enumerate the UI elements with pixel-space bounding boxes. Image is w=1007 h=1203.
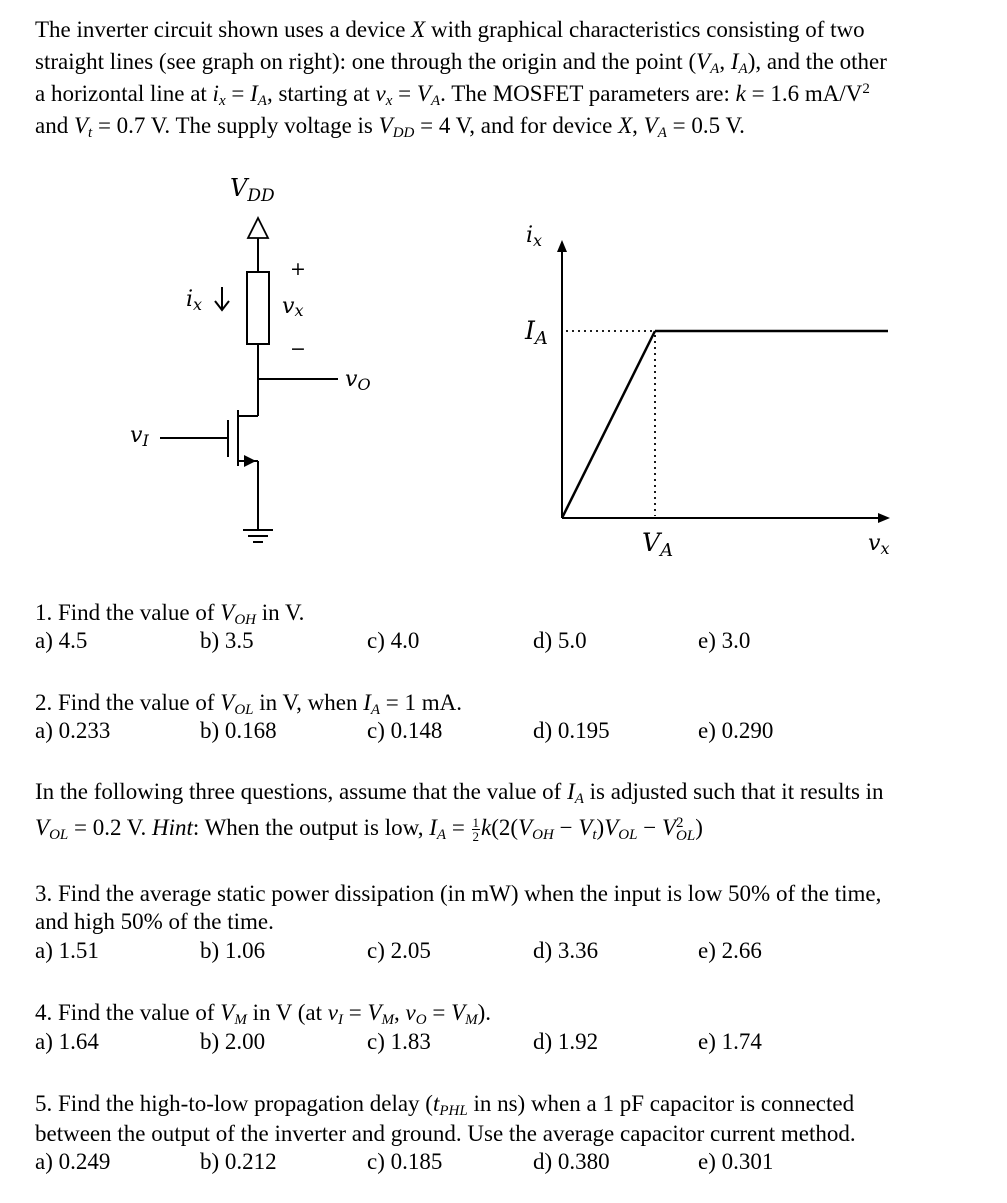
q1-option-c: c) 4.0 xyxy=(367,628,420,653)
question-text: in ns) when a 1 pF capacitor is connected xyxy=(467,1091,855,1116)
subscript: PHL xyxy=(439,1103,468,1119)
question-text: = xyxy=(342,1000,368,1025)
note-text: − xyxy=(553,815,579,840)
x-axis-arrow xyxy=(878,513,890,523)
q2-option-c: c) 0.148 xyxy=(367,718,443,743)
q3-option-d: d) 3.36 xyxy=(533,938,599,963)
q3-stem-line-2: and high 50% of the time. xyxy=(35,909,274,934)
symbol: V xyxy=(604,815,619,840)
symbol: I xyxy=(429,815,437,840)
subscript: M xyxy=(465,1012,478,1028)
q2-option-b: b) 0.168 xyxy=(200,718,277,743)
symbol: V xyxy=(220,1000,235,1025)
question-text: 1. Find the value of xyxy=(35,600,221,625)
symbol: v xyxy=(405,1000,416,1025)
intro-text: = 4 V, and for device xyxy=(414,113,619,138)
intro-text: = xyxy=(392,81,417,106)
question-text: = 1 mA. xyxy=(380,690,463,715)
question-text: , xyxy=(394,1000,406,1025)
subscript: M xyxy=(381,1012,395,1028)
note-text: ) xyxy=(695,815,703,840)
q3-option-c: c) 2.05 xyxy=(367,938,431,963)
question-text: in V (at xyxy=(246,1000,328,1025)
q4-option-a: a) 1.64 xyxy=(35,1029,99,1054)
q3-option-b: b) 1.06 xyxy=(200,938,266,963)
q4-option-b: b) 2.00 xyxy=(200,1029,266,1054)
subscript: I xyxy=(337,1012,343,1028)
subscript: A xyxy=(738,61,748,77)
q4-option-d: d) 1.92 xyxy=(533,1029,599,1054)
symbol: V xyxy=(643,113,658,138)
symbol: V xyxy=(451,1000,466,1025)
plus-sign: + xyxy=(290,258,306,280)
intro-text: with graphical characteristics consisting of two xyxy=(425,17,865,42)
vdd-label: $V_{DD}$ xyxy=(230,174,275,206)
symbol: I xyxy=(730,49,739,74)
intro-text: , starting at xyxy=(266,81,376,106)
q4-option-c: c) 1.83 xyxy=(367,1029,431,1054)
q2-option-e: e) 0.290 xyxy=(698,718,774,743)
symbol: I xyxy=(250,81,258,106)
superscript: 2 xyxy=(862,81,870,97)
subscript: O xyxy=(415,1012,427,1028)
question-text: in V. xyxy=(255,600,305,625)
hint-label: Hint xyxy=(151,815,193,840)
symbol: V xyxy=(35,815,50,840)
device-characteristic-graph xyxy=(500,210,920,570)
intro-text: = xyxy=(225,81,251,106)
question-text: 2. Find the value of xyxy=(35,690,221,715)
symbol: V xyxy=(578,815,593,840)
q1-option-e: e) 3.0 xyxy=(698,628,751,653)
subscript: M xyxy=(234,1012,247,1028)
question-text: ). xyxy=(477,1000,492,1025)
symbol: k xyxy=(481,815,492,840)
intro-text: . The MOSFET parameters are: xyxy=(440,81,736,106)
q5-option-e: e) 0.301 xyxy=(698,1149,774,1174)
symbol: k xyxy=(735,81,746,106)
q2-option-a: a) 0.233 xyxy=(35,718,111,743)
note-text: is adjusted such that it results in xyxy=(583,779,884,804)
symbol: X xyxy=(618,113,633,138)
subscript: OH xyxy=(532,827,554,843)
q1-stem xyxy=(35,597,304,629)
subscript: A xyxy=(436,827,447,843)
symbol: i xyxy=(212,81,219,106)
note-text: = 0.2 V. xyxy=(68,815,152,840)
q1-option-a: a) 4.5 xyxy=(35,628,88,653)
fraction-numerator: 1 xyxy=(472,815,480,831)
q2-stem xyxy=(35,687,462,719)
intro-line-3 xyxy=(35,78,870,110)
symbol: V xyxy=(416,81,431,106)
va-label: $V_A$ xyxy=(642,528,674,561)
subscript: t xyxy=(88,125,93,141)
intro-line-4 xyxy=(35,110,745,142)
subscript: OL xyxy=(618,827,638,843)
question-text: in V, when xyxy=(253,690,364,715)
intro-text: straight lines (see graph on right): one through the origin and the point ( xyxy=(35,49,697,74)
q4-option-e: e) 1.74 xyxy=(698,1029,762,1054)
intro-line-2 xyxy=(35,46,887,78)
x-axis-label: vx xyxy=(868,531,890,558)
q3-option-a: a) 1.51 xyxy=(35,938,99,963)
symbol: I xyxy=(363,690,371,715)
intro-text: The inverter circuit shown uses a device xyxy=(35,17,412,42)
q5-option-b: b) 0.212 xyxy=(200,1149,277,1174)
y-axis-label: ix xyxy=(526,223,543,250)
subscript: x xyxy=(218,93,226,109)
q1-option-b: b) 3.5 xyxy=(200,628,254,653)
subscript: x xyxy=(385,93,393,109)
subscript: OL xyxy=(234,702,254,718)
q5-stem-line-2: between the output of the inverter and ground. Use the average capacitor current method. xyxy=(35,1121,856,1146)
vo-label: vO xyxy=(345,367,371,394)
q2-option-d: d) 0.195 xyxy=(533,718,610,743)
symbol: v xyxy=(375,81,386,106)
symbol: v xyxy=(327,1000,338,1025)
note-text: = xyxy=(446,815,471,840)
device-symbol: X xyxy=(411,17,426,42)
q1-option-d: d) 5.0 xyxy=(533,628,587,653)
q5-option-c: c) 0.185 xyxy=(367,1149,443,1174)
symbol: V xyxy=(661,815,677,840)
vi-label: vI xyxy=(130,423,149,450)
subscript: A xyxy=(710,61,720,77)
inverter-circuit xyxy=(100,160,430,560)
intro-line-1 xyxy=(35,14,865,46)
symbol: V xyxy=(73,113,89,138)
intro-text: = 1.6 mA/V xyxy=(745,81,863,106)
fraction-denominator: 2 xyxy=(472,829,480,845)
note-text: − xyxy=(637,815,662,840)
question-text: 5. Find the high-to-low propagation delay ( xyxy=(35,1091,433,1116)
q5-stem-line-1 xyxy=(35,1088,854,1120)
intro-text: = 0.5 V. xyxy=(666,113,745,138)
symbol: t xyxy=(432,1091,440,1116)
symbol: V xyxy=(518,815,533,840)
note-text: In the following three questions, assume that the value of xyxy=(35,779,568,804)
device-x xyxy=(247,272,269,344)
intro-text: ), and the other xyxy=(747,49,887,74)
symbol: V xyxy=(367,1000,382,1025)
mosfet-source-arrow xyxy=(244,455,256,467)
subscript: OL xyxy=(49,827,69,843)
ix-label: ix xyxy=(186,287,203,314)
ia-label: $I_A$ xyxy=(525,316,548,349)
intro-text: = 0.7 V. The supply voltage is xyxy=(92,113,379,138)
vdd-supply-arrow xyxy=(248,218,268,238)
subscript: A xyxy=(657,125,667,141)
q3-option-e: e) 2.66 xyxy=(698,938,762,963)
vx-label: vx xyxy=(282,294,304,320)
subscript: A xyxy=(370,702,381,718)
subscript: A xyxy=(574,791,584,807)
symbol: V xyxy=(220,690,235,715)
note-text: (2( xyxy=(491,815,519,840)
intro-text: a horizontal line at xyxy=(35,81,213,106)
minus-sign: − xyxy=(290,338,306,360)
q4-stem xyxy=(35,997,491,1029)
intro-text: , xyxy=(632,113,644,138)
q3-stem-line-1: 3. Find the average static power dissipation (in mW) when the input is low 50% of the time, xyxy=(35,881,882,906)
question-text: 4. Find the value of xyxy=(35,1000,221,1025)
y-axis-arrow xyxy=(557,240,567,252)
symbol: V xyxy=(696,49,711,74)
fraction-one-half xyxy=(472,816,481,843)
linear-segment xyxy=(562,331,655,518)
symbol: V xyxy=(378,113,393,138)
note-line-1 xyxy=(35,776,884,808)
intro-text: and xyxy=(35,113,74,138)
subscript: t xyxy=(592,827,597,843)
sub-sup-stack xyxy=(676,814,696,844)
question-text: = xyxy=(426,1000,452,1025)
superscript: 2 xyxy=(676,814,684,831)
note-text: ) xyxy=(596,815,605,840)
note-text: : When the output is low, xyxy=(192,815,430,840)
symbol: V xyxy=(220,600,235,625)
subscript: A xyxy=(257,93,267,109)
intro-text: , xyxy=(719,49,731,74)
subscript: OL xyxy=(676,827,696,844)
subscript: DD xyxy=(392,125,415,141)
subscript: A xyxy=(430,93,441,109)
symbol: I xyxy=(567,779,575,804)
q5-option-d: d) 0.380 xyxy=(533,1149,610,1174)
note-line-2 xyxy=(35,812,703,844)
subscript: OH xyxy=(234,612,256,628)
q5-option-a: a) 0.249 xyxy=(35,1149,111,1174)
